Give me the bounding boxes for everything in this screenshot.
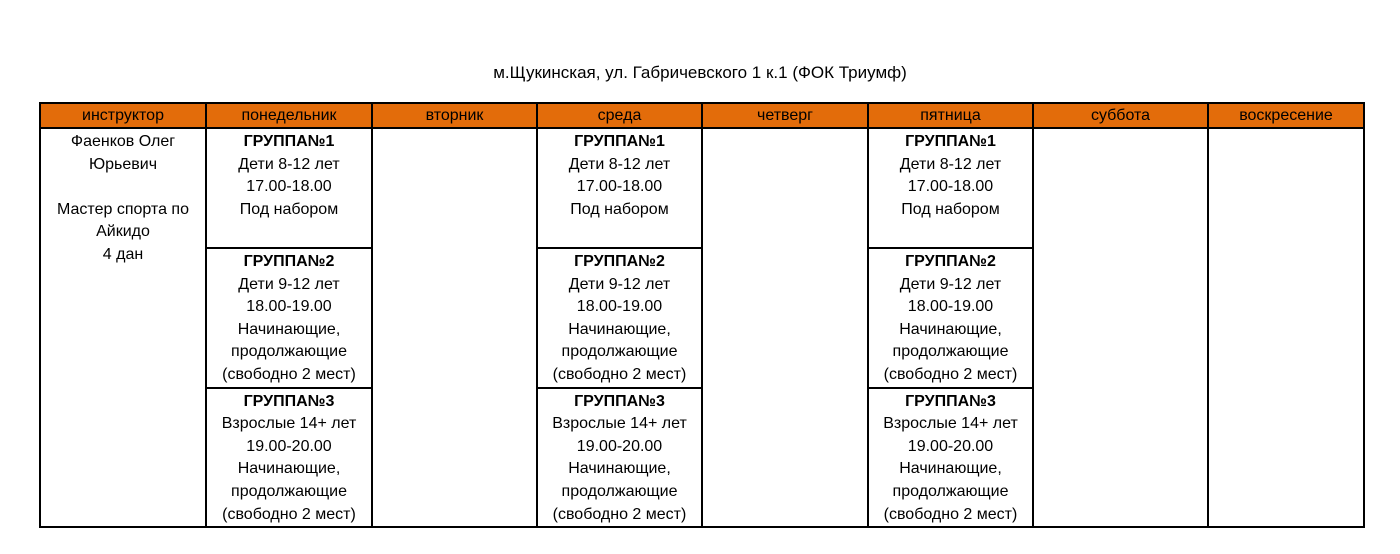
group-note: продолжающие bbox=[892, 343, 1009, 361]
group-note: Начинающие, bbox=[237, 460, 341, 478]
group-age: Дети 9-12 лет bbox=[568, 275, 671, 293]
group-name: ГРУППА№2 bbox=[243, 253, 335, 270]
group-time: 19.00-20.00 bbox=[246, 437, 332, 455]
group-note: Начинающие, bbox=[568, 460, 671, 478]
group-note: Начинающие, bbox=[899, 320, 1002, 338]
monday-group2-cell bbox=[206, 248, 372, 388]
header-wednesday: среда bbox=[537, 103, 702, 128]
instructor-title-line3: 4 дан bbox=[102, 245, 144, 263]
group-note: продолжающие bbox=[231, 482, 347, 500]
group-time: 17.00-18.00 bbox=[907, 178, 994, 196]
group-age: Дети 8-12 лет bbox=[568, 155, 671, 173]
group-note: (свободно 2 мест) bbox=[552, 505, 687, 523]
group-name: ГРУППА№3 bbox=[905, 392, 996, 410]
group-name: ГРУППА№3 bbox=[243, 392, 335, 410]
table-row bbox=[40, 128, 1364, 248]
group-age: Дети 9-12 лет bbox=[899, 275, 1002, 293]
wednesday-group1-cell bbox=[537, 128, 702, 248]
instructor-name-line2: Юрьевич bbox=[88, 155, 158, 173]
header-instructor: инструктор bbox=[40, 103, 206, 128]
group-note: (свободно 2 мест) bbox=[552, 365, 687, 383]
group-note: Под набором bbox=[570, 200, 669, 218]
friday-group2-cell bbox=[868, 248, 1033, 388]
group-time: 17.00-18.00 bbox=[576, 178, 663, 196]
group-name: ГРУППА№1 bbox=[574, 133, 665, 150]
group-age: Дети 9-12 лет bbox=[238, 275, 340, 293]
group-note: (свободно 2 мест) bbox=[883, 505, 1018, 523]
schedule-table bbox=[39, 102, 1365, 528]
instructor-title-line2: Айкидо bbox=[96, 223, 150, 241]
group-name: ГРУППА№2 bbox=[905, 253, 996, 270]
group-time: 19.00-20.00 bbox=[907, 437, 994, 455]
group-age: Взрослые 14+ лет bbox=[552, 415, 687, 433]
group-time: 17.00-18.00 bbox=[246, 178, 332, 196]
wednesday-group2-cell bbox=[537, 248, 702, 388]
group-note: (свободно 2 мест) bbox=[222, 505, 356, 523]
group-note: Начинающие, bbox=[899, 460, 1002, 478]
group-note: (свободно 2 мест) bbox=[883, 365, 1018, 383]
group-age: Взрослые 14+ лет bbox=[883, 415, 1018, 433]
header-friday: пятница bbox=[868, 103, 1033, 128]
group-name: ГРУППА№1 bbox=[243, 133, 335, 150]
group-note: (свободно 2 мест) bbox=[222, 365, 356, 383]
header-thursday: четверг bbox=[702, 103, 868, 128]
saturday-cell bbox=[1033, 128, 1208, 527]
sunday-cell bbox=[1208, 128, 1364, 527]
header-tuesday: вторник bbox=[372, 103, 537, 128]
group-note: продолжающие bbox=[231, 343, 347, 361]
instructor-name-line1: Фаенков Олег bbox=[70, 133, 176, 150]
tuesday-cell bbox=[372, 128, 537, 527]
group-age: Дети 8-12 лет bbox=[899, 155, 1002, 173]
page-title: м.Щукинская, ул. Габричевского 1 к.1 (ФОК Триумф) bbox=[493, 63, 907, 82]
group-note: Под набором bbox=[239, 200, 339, 218]
header-row bbox=[40, 103, 1364, 128]
group-note: продолжающие bbox=[892, 482, 1009, 500]
instructor-cell bbox=[40, 128, 206, 527]
monday-group3-cell bbox=[206, 388, 372, 528]
instructor-title-line1: Мастер спорта по bbox=[57, 200, 189, 218]
monday-group1-cell bbox=[206, 128, 372, 248]
spacer bbox=[41, 176, 205, 199]
group-note: продолжающие bbox=[561, 343, 678, 361]
header-sunday: воскресение bbox=[1208, 103, 1364, 128]
group-age: Дети 8-12 лет bbox=[238, 155, 340, 173]
friday-group1-cell bbox=[868, 128, 1033, 248]
group-note: продолжающие bbox=[561, 482, 678, 500]
header-monday: понедельник bbox=[206, 103, 372, 128]
group-age: Взрослые 14+ лет bbox=[221, 415, 357, 433]
group-time: 18.00-19.00 bbox=[246, 298, 332, 316]
group-name: ГРУППА№3 bbox=[574, 392, 665, 410]
group-note: Под набором bbox=[901, 200, 1000, 218]
thursday-cell bbox=[702, 128, 868, 527]
group-note: Начинающие, bbox=[568, 320, 671, 338]
group-time: 19.00-20.00 bbox=[576, 437, 663, 455]
header-saturday: суббота bbox=[1033, 103, 1208, 128]
wednesday-group3-cell bbox=[537, 388, 702, 528]
group-time: 18.00-19.00 bbox=[907, 298, 994, 316]
group-time: 18.00-19.00 bbox=[576, 298, 663, 316]
friday-group3-cell bbox=[868, 388, 1033, 528]
group-name: ГРУППА№2 bbox=[574, 253, 665, 270]
group-note: Начинающие, bbox=[237, 320, 341, 338]
group-name: ГРУППА№1 bbox=[905, 133, 996, 150]
